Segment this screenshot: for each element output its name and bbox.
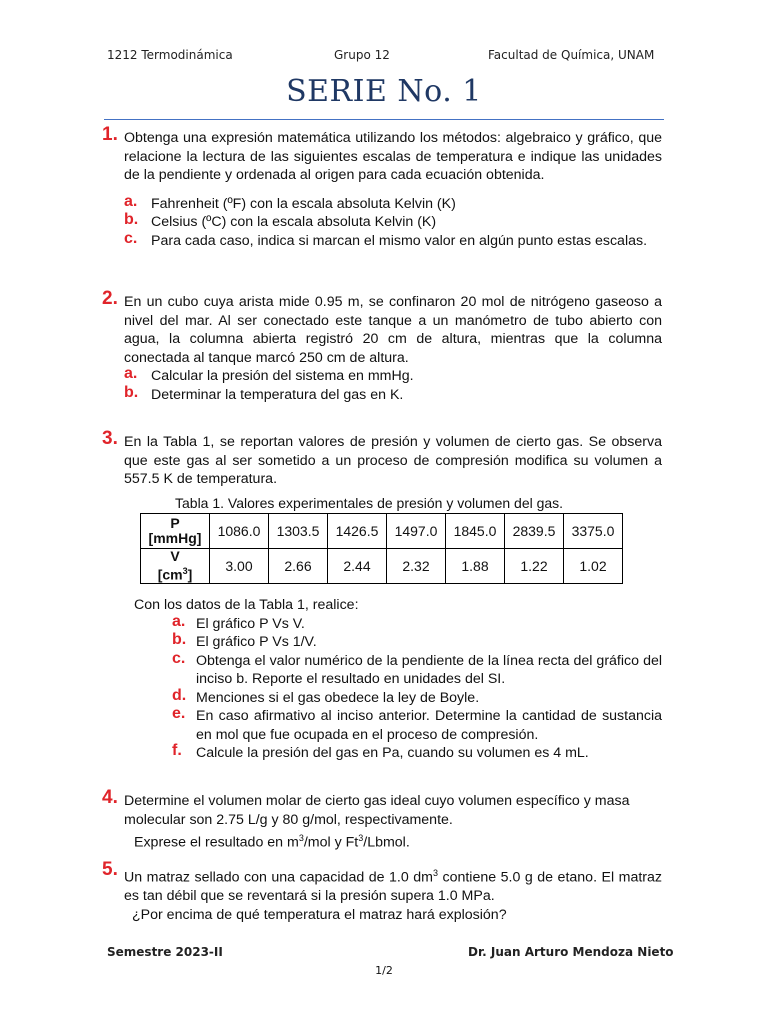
list-item <box>124 229 662 251</box>
item-text: Determinar la temperatura del gas en K. <box>151 386 404 403</box>
volume-cell: 1.88 <box>446 549 505 584</box>
list-item <box>124 213 662 232</box>
page-title: SERIE No. 1 <box>286 74 482 109</box>
instr-part: Exprese el resultado en m <box>134 834 299 851</box>
tasks-intro: Con los datos de la Tabla 1, realice: <box>134 597 359 613</box>
table-caption: Tabla 1. Valores experimentales de presión y volumen del gas. <box>175 495 564 511</box>
volume-cell: 1.02 <box>564 549 623 584</box>
list-item <box>172 686 662 708</box>
item-letter: b. <box>124 383 139 401</box>
item-text: Menciones si el gas obedece la ley de Boyle. <box>196 689 480 706</box>
faculty-name: Facultad de Química, UNAM <box>488 48 655 62</box>
item-letter: a. <box>124 365 138 382</box>
item-letter: b. <box>172 631 187 648</box>
instr-part: /mol y Ft <box>303 834 359 851</box>
table-row-pressure <box>141 514 623 549</box>
text-part: contiene 5.0 g de etano. El matraz es tan débil que se reventará si la presión supera 1.0 MPa. <box>124 869 662 905</box>
question-3-tasks <box>102 596 662 763</box>
question-text <box>124 864 662 906</box>
item-letter: c. <box>124 229 138 247</box>
question-5 <box>102 859 662 924</box>
list-item <box>124 383 662 405</box>
question-number: 3. <box>102 428 118 449</box>
group-name: Grupo 12 <box>334 48 390 62</box>
list-item <box>172 744 662 763</box>
list-item <box>172 649 662 689</box>
instr-exp: 3 <box>358 833 364 843</box>
question-4 <box>102 787 662 852</box>
instr-part: /Lbmol. <box>363 834 410 851</box>
item-text: Calcular la presión del sistema en mmHg. <box>151 368 414 384</box>
list-item <box>124 192 662 214</box>
item-letter: c. <box>172 649 186 667</box>
item-letter: f. <box>172 742 182 759</box>
volume-unit: [cm <box>157 566 183 583</box>
question-1 <box>102 124 662 250</box>
pressure-symbol: P <box>170 515 180 531</box>
pressure-cell: 1845.0 <box>446 514 505 549</box>
question-number: 5. <box>102 859 118 880</box>
list-item <box>124 367 662 386</box>
list-item <box>172 612 662 634</box>
text-part: Un matraz sellado con una capacidad de 1.0 dm <box>124 869 433 886</box>
pressure-cell: 1426.5 <box>328 514 387 549</box>
pressure-cell: 2839.5 <box>505 514 564 549</box>
volume-symbol: V <box>170 548 180 565</box>
text-exp: 3 <box>432 868 438 878</box>
item-letter: e. <box>172 705 186 722</box>
volume-unit-exp: 3 <box>182 566 188 577</box>
question-instruction <box>134 829 662 852</box>
pressure-unit: [mmHg] <box>148 530 202 546</box>
pressure-header <box>141 514 210 549</box>
item-letter: a. <box>172 612 186 630</box>
question-number: 2. <box>102 288 118 309</box>
item-text: El gráfico P Vs 1/V. <box>196 634 317 650</box>
item-text: Obtenga el valor numérico de la pendiente de la línea recta del gráfico del inciso b. Reporte el resultado en unidades del SI. <box>196 652 662 687</box>
volume-cell: 3.00 <box>210 549 269 584</box>
volume-cell: 2.44 <box>328 549 387 584</box>
pressure-cell: 1086.0 <box>210 514 269 549</box>
question-text: Determine el volumen molar de cierto gas ideal cuyo volumen específico y masa molecular son 2.75 L/g y 80 g/mol, respectivamente. <box>124 793 630 828</box>
semester: Semestre 2023-II <box>107 945 223 959</box>
item-letter: d. <box>172 686 187 704</box>
question-text: En un cubo cuya arista mide 0.95 m, se confinaron 20 mol de nitrógeno gaseoso a nivel del mar. Al ser conectado este tanque a un manómetro de tubo abierto con agua, la columna abierta registró 20 cm de altura, mientras que la columna conectada al tanque marcó 250 cm de altura. <box>124 294 662 366</box>
item-text: En caso afirmativo al inciso anterior. Determine la cantidad de sustancia en mol que fue ocupada en el proceso de compresión. <box>196 708 662 743</box>
question-line: ¿Por encima de qué temperatura el matraz hará explosión? <box>132 906 507 923</box>
question-number: 1. <box>102 124 118 145</box>
title-divider <box>104 119 664 120</box>
pressure-cell: 1303.5 <box>269 514 328 549</box>
data-table <box>140 513 623 584</box>
table-row-volume <box>141 549 623 584</box>
volume-cell: 2.32 <box>387 549 446 584</box>
question-text: Obtenga una expresión matemática utilizando los métodos: algebraico y gráfico, que relacione la lectura de las siguientes escalas de temperatura e indique las unidades de la pendiente y ordenada al origen para cada ecuación obtenida. <box>124 130 662 183</box>
volume-cell: 1.22 <box>505 549 564 584</box>
item-letter: b. <box>124 211 139 228</box>
pressure-cell: 1497.0 <box>387 514 446 549</box>
item-text: El gráfico P Vs V. <box>196 615 305 632</box>
item-text: Fahrenheit (ºF) con la escala absoluta Kelvin (K) <box>151 195 456 212</box>
question-3 <box>102 428 662 489</box>
volume-cell: 2.66 <box>269 549 328 584</box>
item-text: Celsius (ºC) con la escala absoluta Kelvin (K) <box>151 214 437 230</box>
volume-unit-end: ] <box>187 566 193 583</box>
question-2 <box>102 288 662 404</box>
question-text: En la Tabla 1, se reportan valores de presión y volumen de cierto gas. Se observa que este gas al ser sometido a un proceso de compresión modifica su volumen a 557.5 K de temperatura. <box>124 434 662 487</box>
item-letter: a. <box>124 192 138 210</box>
instr-exp: 3 <box>298 833 304 843</box>
pressure-cell: 3375.0 <box>564 514 623 549</box>
list-item <box>172 633 662 652</box>
item-text: Para cada caso, indica si marcan el mismo valor en algún punto estas escalas. <box>151 232 648 249</box>
question-number: 4. <box>102 787 118 808</box>
item-text: Calcule la presión del gas en Pa, cuando su volumen es 4 mL. <box>196 745 589 761</box>
list-item <box>172 707 662 744</box>
course-name: 1212 Termodinámica <box>107 48 233 62</box>
volume-header <box>141 549 210 584</box>
page-number: 1/2 <box>375 964 393 977</box>
author: Dr. Juan Arturo Mendoza Nieto <box>468 945 674 959</box>
